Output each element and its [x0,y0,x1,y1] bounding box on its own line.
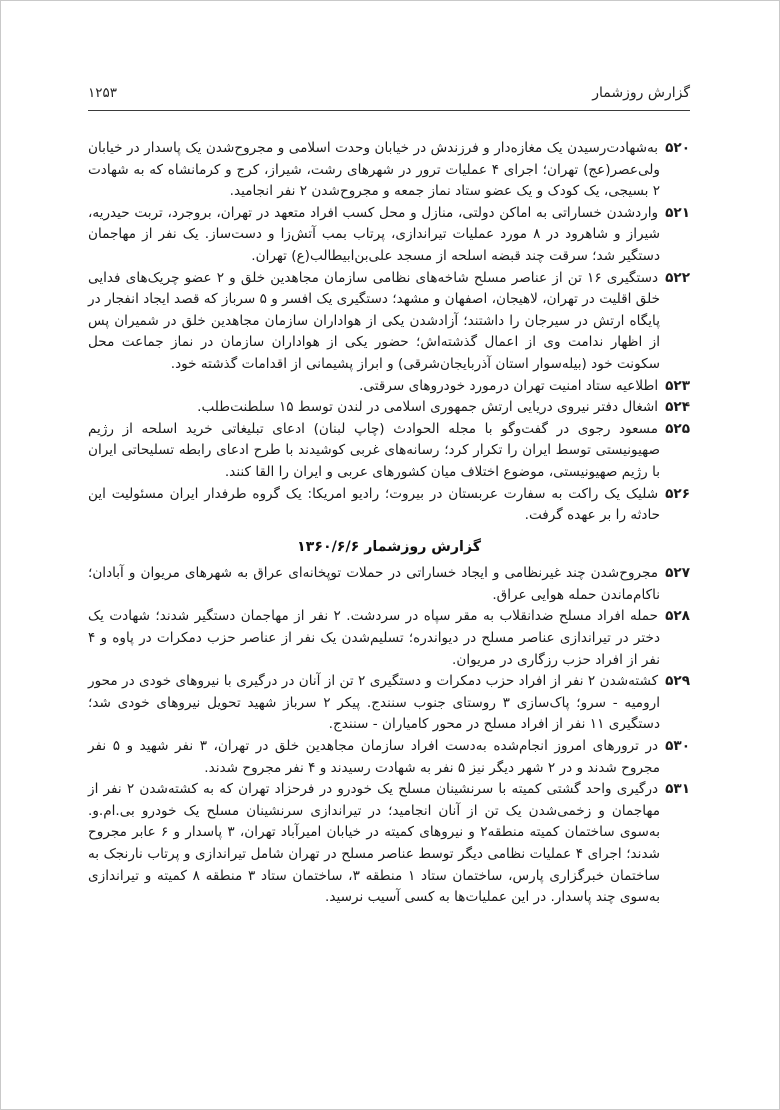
chronicle-entry [88,376,690,398]
entry-number: ۵۲۳ [665,377,690,394]
entry-number: ۵۲۰ [665,140,690,156]
chronicle-entry [88,563,690,606]
entry-number: ۵۲۸ [665,608,690,625]
entry-text: دستگیری ۱۶ تن از عناصر مسلح شاخه‌های نظامی سازمان مجاهدین خلق و ۲ عضو چریک‌های فدایی خلق اقلیت در تهران، لاهیجان، اصفهان و مشهد؛ دستگیری یک افسر و ۵ سرباز که قصد ایجاد انفجار در پایگاه ارتش در سیرجان را داشتند؛ آزادشدن یکی از هواداران سازمان مجاهدین خلق در شمیران پس از اظهار ندامت وی از اعمال گذشته‌اش؛ حضور یکی از هواداران سازمان در نماز جماعت محل سکونت خود (بیله‌سوار استان آذربایجان‌شرقی) و ابراز پشیمانی از اقدامات گذشته خود. [88,269,660,372]
chronicle-entry [88,606,690,671]
section-heading: گزارش روزشمار ۱۳۶۰/۶/۶ [296,538,481,555]
document-body [88,138,690,909]
entry-text: واردشدن خساراتی به اماکن دولتی، منازل و محل کسب افراد متعهد در تهران، بروجرد، تربت حیدریه، شیراز و شاهرود در ۸ مورد عملیات تیراندازی، پرتاب بمب آتش‌زا و دست‌ساز. یک نفر از مهاجمان دستگیر شد؛ سرقت چند قبضه اسلحه از مسجد علی‌بن‌ابیطالب(ع) تهران. [88,204,660,264]
entry-text: حمله افراد مسلح ضدانقلاب به مقر سپاه در سردشت. ۲ نفر از مهاجمان دستگیر شدند؛ شهادت یک دختر در تیراندازی عناصر مسلح در دیواندره؛ تسلیم‌شدن یک نفر از عناصر حزب دمکرات در پاوه و ۴ نفر از افراد حزب رزگاری در مریوان. [88,608,660,668]
entry-text: در ترورهای امروز انجام‌شده به‌دست افراد سازمان مجاهدین خلق در تهران، ۳ نفر شهید و ۵ نفر مجروح شدند و در ۲ شهر دیگر نیز ۵ نفر به شهادت رسیدند و ۴ نفر مجروح شدند. [88,738,660,776]
entry-number: ۵۲۲ [665,269,690,286]
chronicle-entry [88,671,690,736]
entry-text: به‌شهادت‌رسیدن یک مغازه‌دار و فرزندش در خیابان وحدت اسلامی و مجروح‌شدن یک پاسدار در خیابان ولی‌عصر(عج) تهران؛ اجرای ۴ عملیات ترور در شهرهای رشت، شیراز، کرج و کرمانشاه که به شهادت ۲ بسیجی، یک کودک و یک عضو ستاد نماز جمعه و مجروح‌شدن ۲ نفر انجامید. [88,140,660,200]
chronicle-entry [88,397,690,419]
entry-number: ۵۲۹ [665,673,690,690]
entry-number: ۵۳۰ [665,738,691,755]
chronicle-entry [88,736,690,779]
entry-text: درگیری واحد گشتی کمیته با سرنشینان مسلح یک خودرو در فرحزاد تهران که به کشته‌شدن ۲ نفر از مهاجمان و زخمی‌شدن یک تن از آنان انجامید؛ در تیراندازی سرنشینان مسلح یک خودرو بی‌.ام.و. به‌سوی ساختمان کمیته منطقه۲ و نیروهای کمیته در خیابان امیرآباد تهران، ۳ پاسدار و ۶ عابر مجروح شدند؛ اجرای ۴ عملیات نظامی دیگر توسط عناصر مسلح در تهران شامل تیراندازی و پرتاب نارنجک به ساختمان خبرگزاری پارس، ساختمان ستاد ۱ منطقه ۳، ساختمان ستاد ۳ منطقه ۸ کمیته و تیراندازی به‌سوی چند پاسدار. در این عملیات‌ها به کسی آسیب نرسید. [88,781,661,906]
entry-number: ۵۲۷ [665,565,690,582]
entry-number: ۵۲۶ [665,485,690,502]
chronicle-entry [88,138,690,203]
chronicle-entry [88,484,690,527]
page-content [88,85,690,909]
entry-text: مسعود رجوی در گفت‌وگو با مجله الحوادث (چاپ لبنان) ادعای تبلیغاتی خرید اسلحه از رژیم صهیونیستی توسط ایران را تکرار کرد؛ رسانه‌های غربی کوشیدند با طرح ادعای رابطه تسلیحاتی ایران با رژیم صهیونیستی، موضوع اختلاف میان کشورهای عربی و ایران را القا کنند. [88,420,660,480]
chronicle-entry [88,268,690,376]
entry-number: ۵۲۵ [665,420,690,437]
running-header-title: گزارش روزشمار [592,85,690,101]
entry-text: شلیک یک راکت به سفارت عربستان در بیروت؛ رادیو امریکا: یک گروه طرفدار ایران مسئولیت این حادثه را بر عهده گرفت. [88,485,660,524]
page-header [88,85,690,111]
entry-number: ۵۲۴ [665,399,690,416]
entry-text: کشته‌شدن ۲ نفر از افراد حزب دمکرات و دستگیری ۲ تن از آنان در درگیری با نیروهای خودی در محور ارومیه - سرو؛ پاک‌سازی ۳ روستای جنوب سنندج. پیکر ۲ سرباز شهید تحویل نیروهای خودی شد؛ دستگیری ۱۱ نفر از افراد مسلح در محور کامیاران - سنندج. [88,673,660,733]
page-number: ۱۲۵۳ [88,85,118,101]
chronicle-entry [88,779,690,909]
entry-number: ۵۳۱ [665,781,690,798]
entry-text: اطلاعیه ستاد امنیت تهران درمورد خودروهای سرقتی. [359,377,659,394]
entry-text: مجروح‌شدن چند غیرنظامی و ایجاد خساراتی در حملات توپخانه‌ای عراق به شهرهای مریوان و آبادان؛ ناکام‌ماندن حمله هوایی عراق. [88,565,660,603]
entry-number: ۵۲۱ [665,204,690,221]
chronicle-entry [88,419,690,484]
chronicle-entry [88,203,690,268]
entry-text: اشغال دفتر نیروی دریایی ارتش جمهوری اسلامی در لندن توسط ۱۵ سلطنت‌طلب. [197,399,659,416]
